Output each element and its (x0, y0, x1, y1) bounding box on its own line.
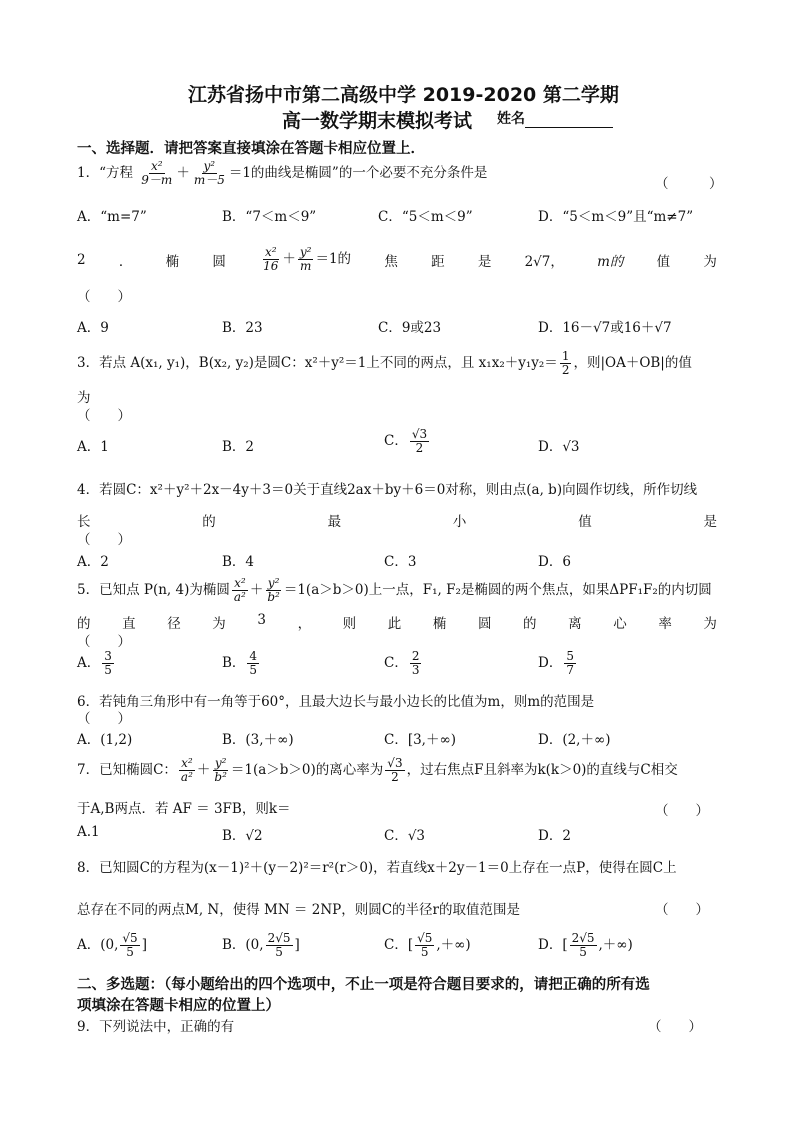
exam-title-line1: 江苏省扬中市第二高级中学 2019-2020 第二学期 (188, 84, 619, 106)
q3-option-b: B．2 (222, 439, 255, 455)
q3-answer-paren: （ ） (77, 408, 131, 424)
q1-option-d: D．“5＜m＜9”且“m≠7” (538, 209, 694, 225)
q1-text-b: ＝1的曲线是椭圆”的一个必要不充分条件是 (228, 165, 488, 181)
q2-frac2: $\frac{\text{y²}}{m}$ (299, 245, 312, 273)
question-2: 2 ． 椭 圆 $\frac{\text{x²}}{16}$ ＋ $\frac{\text{y²}}{m}$ ＝1的 焦 距 是 2√7， m的 值 为 (77, 245, 717, 273)
name-underline (525, 113, 613, 128)
q5-line2: 的 直 径 为 3 ， 则 此 椭 圆 的 离 心 率 为 (77, 612, 717, 632)
name-label: 姓名 (497, 111, 525, 127)
section2-heading-line1: 二、多选题：（每小题给出的四个选项中，不止一项是符合题目要求的，请把正确的所有选 (77, 977, 650, 993)
q5-option-a: A． $\frac{3}{5}$ (77, 649, 112, 677)
q6-option-d: D．(2,＋∞) (538, 732, 611, 748)
q5-answer-paren: （ ） (77, 634, 131, 650)
q1-option-b: B．“7＜m＜9” (222, 209, 317, 225)
q7-answer-paren: （ ） (655, 803, 709, 819)
question-1: 1．“方程 $\frac{\text{x²}}{9-m}$ ＋ $\frac{\text{y²}}{m-5}$ ＝1的曲线是椭圆”的一个必要不充分条件是 (77, 159, 488, 187)
q4-option-c: C．3 (384, 554, 417, 570)
q3-option-d: D．√3 (538, 439, 580, 455)
q6-option-a: A．(1,2) (77, 732, 133, 748)
q1-option-c: C．“5＜m＜9” (378, 209, 473, 225)
q8-option-d: D．[ $\frac{2√5}{5}$ ,＋∞) (538, 931, 633, 959)
q7-line2: 于A,B两点．若 AF ＝ 3FB，则k＝ (77, 801, 291, 817)
q6-option-b: B．(3,＋∞) (222, 732, 294, 748)
q7-option-a: A.1 (77, 824, 100, 840)
q3-frac: $\frac{1}{2}$ (561, 349, 570, 377)
q4-option-a: A．2 (77, 554, 109, 570)
question-9: 9．下列说法中，正确的有 (77, 1019, 235, 1035)
q4-line2: 长 的 最 小 值 是 (77, 514, 717, 530)
q8-line2: 总存在不同的两点M, N，使得 MN ＝ 2NP，则圆C的半径r的取值范围是 (77, 902, 520, 918)
q4-answer-paren: （ ） (77, 532, 131, 548)
q2-option-b: B．23 (222, 320, 263, 336)
q2-option-d: D．16－√7或16＋√7 (538, 320, 672, 336)
q6-option-c: C．[3,＋∞) (384, 732, 456, 748)
q8-option-b: B．(0, $\frac{2√5}{5}$ ] (222, 931, 300, 959)
q2-option-c: C．9或23 (378, 320, 442, 336)
question-5: 5．已知点 P(n, 4)为椭圆 $\frac{\text{x²}}{\text{a²}}$ ＋ $\frac{\text{y²}}{\text{b²}}$ ＝1(a＞b＞0)上一点，F₁, F₂是椭圆的两个焦点，如果ΔPF₁F₂的内切圆 (77, 576, 712, 604)
q7-option-b: B．√2 (222, 828, 263, 844)
q7-option-d: D．2 (538, 828, 571, 844)
q8-answer-paren: （ ） (655, 902, 709, 918)
question-3 (77, 350, 692, 377)
q9-answer-paren: （ ） (648, 1019, 702, 1035)
q5-option-b: B． $\frac{4}{5}$ (222, 649, 258, 677)
q8-option-a: A．(0, $\frac{√5}{5}$ ] (77, 931, 147, 959)
q4-option-d: D．6 (538, 554, 571, 570)
q7-option-c: C．√3 (384, 828, 426, 844)
exam-title-line2: 高一数学期末模拟考试 (282, 110, 473, 132)
q3-text-b: ，则|OA＋OB|的值 (573, 355, 692, 371)
question-4: 4．若圆C：x²＋y²＋2x－4y＋3＝0关于直线2ax＋by＋6＝0对称，则由点(a, b)向圆作切线，所作切线 (77, 482, 698, 498)
q1-option-a: A．“m=7” (77, 209, 147, 225)
q3-text-a: 3．若点 A(x₁, y₁)，B(x₂, y₂)是圆C：x²＋y²＝1上不同的两点，且 x₁x₂＋y₁y₂＝ (77, 355, 558, 371)
q2-frac1: $\frac{\text{x²}}{16}$ (263, 245, 279, 273)
q4-option-b: B．4 (222, 554, 255, 570)
q3-option-c: C． $\frac{√3}{2}$ (384, 427, 428, 455)
question-6: 6．若钝角三角形中有一角等于60°，且最大边长与最小边长的比值为m，则m的范围是 (77, 694, 595, 710)
q1-frac1: $\frac{\text{x²}}{9-m}$ (141, 159, 173, 187)
q5-option-d: D． $\frac{5}{7}$ (538, 649, 574, 677)
q3-line2: 为 (77, 390, 91, 406)
name-field (497, 108, 613, 128)
section2-heading-line2: 项填涂在答题卡相应的位置上） (77, 998, 280, 1014)
q5-option-c: C． $\frac{2}{3}$ (384, 649, 420, 677)
q2-answer-paren: （ ） (77, 289, 131, 305)
q1-answer-paren: （ ） (655, 176, 723, 192)
q6-answer-paren: （ ） (77, 711, 131, 727)
q1-text-a: 1．“方程 (77, 165, 133, 181)
q2-option-a: A．9 (77, 320, 109, 336)
q3-option-a: A．1 (77, 439, 109, 455)
section1-heading: 一、选择题．请把答案直接填涂在答题卡相应位置上． (77, 141, 425, 157)
q8-option-c: C．[ $\frac{√5}{5}$ ,＋∞) (384, 931, 471, 959)
question-7: 7．已知椭圆C： $\frac{\text{x²}}{\text{a²}}$ ＋ $\frac{\text{y²}}{\text{b²}}$ ＝1(a＞b＞0)的离心率为 $\frac{√3}{2}$ ，过右焦点F且斜率为k(k＞0)的直线与C相交 (77, 756, 678, 784)
q1-frac2: $\frac{\text{y²}}{m-5}$ (193, 159, 225, 187)
question-8: 8．已知圆C的方程为(x－1)²＋(y－2)²＝r²(r＞0)，若直线x＋2y－1＝0上存在一点P，使得在圆C上 (77, 860, 677, 876)
